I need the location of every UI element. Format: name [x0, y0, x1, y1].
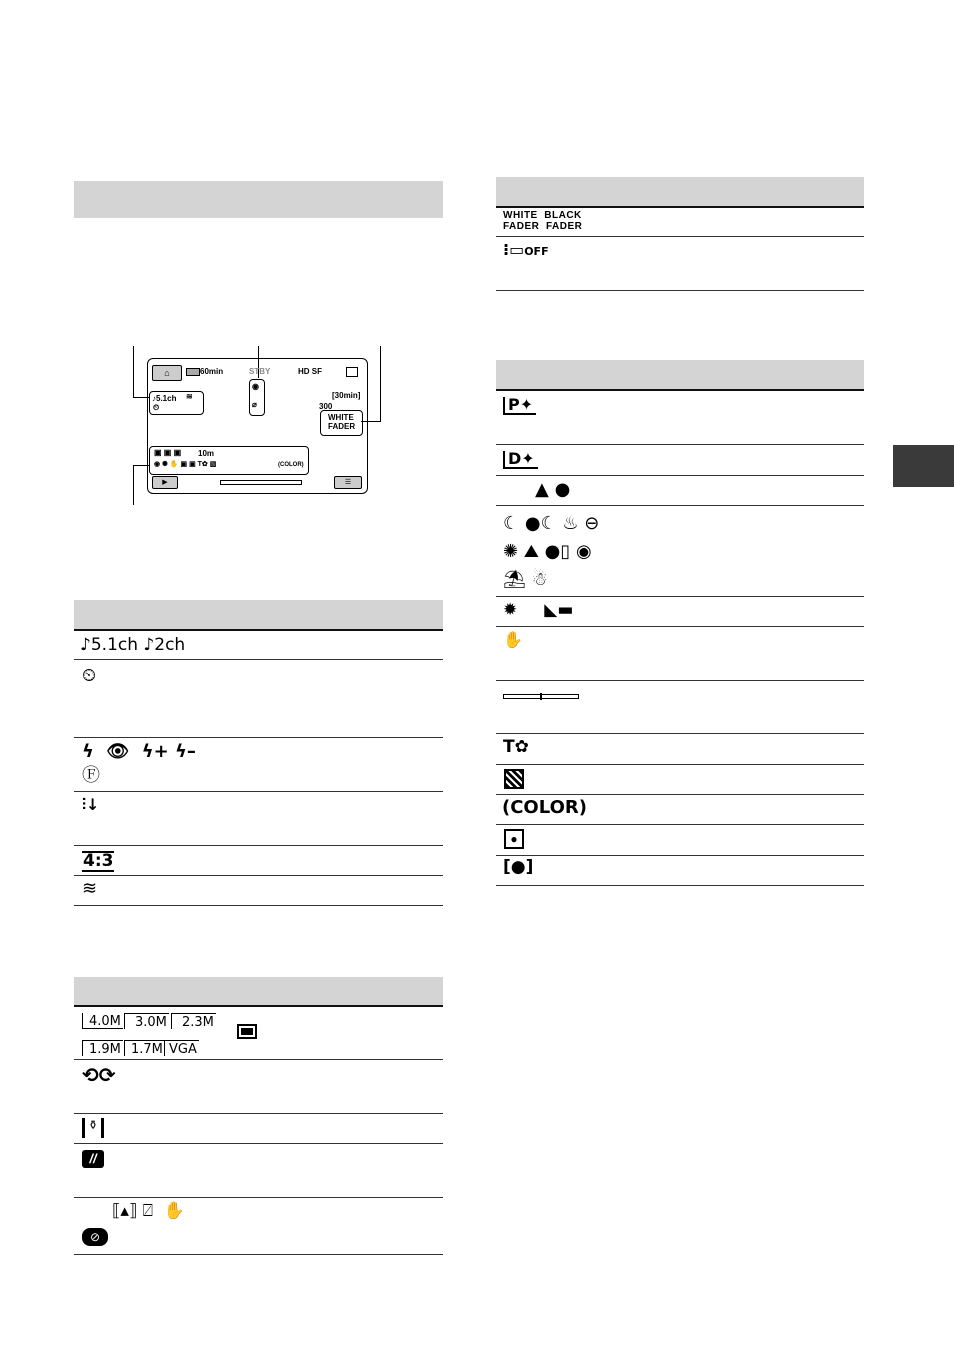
- rule: [74, 1197, 443, 1198]
- shot-icon: ◉: [252, 382, 259, 391]
- image-size-icon: 4.0M: [82, 1013, 123, 1029]
- rule: [496, 475, 864, 476]
- color-slow-shutter-icon: (COLOR): [502, 797, 587, 818]
- wireless-remote-icon: ≋: [82, 878, 98, 899]
- rule: [496, 596, 864, 597]
- rule: [496, 764, 864, 765]
- picture-effect-icon: P✦: [503, 397, 536, 415]
- audio-mode: ♪5.1ch: [152, 394, 177, 403]
- play-button[interactable]: ▶: [152, 476, 178, 489]
- memory-stick-icon: //: [82, 1150, 104, 1168]
- tele-macro-icon: T✿: [503, 737, 529, 757]
- rule: [74, 1059, 443, 1060]
- table-header-bar: [496, 360, 864, 389]
- fader-label: FADER FADER: [503, 221, 583, 232]
- steadyshot-off-icon: ✋: [503, 630, 523, 649]
- battery-remaining: 60min: [200, 367, 224, 376]
- no-stabilizer-icon: ⌀: [252, 400, 257, 409]
- rule: [496, 290, 864, 291]
- wide-select-icon: 4:3: [83, 851, 114, 871]
- rule: [496, 855, 864, 856]
- face-detection-icon: ●: [504, 829, 524, 849]
- scene-selection-icons: ⛱ ☃: [503, 569, 548, 590]
- battery-icon: [186, 368, 200, 376]
- rule: [496, 505, 864, 506]
- remaining-time: [30min]: [332, 391, 361, 400]
- rule: [496, 206, 864, 208]
- home-button[interactable]: ⌂: [152, 365, 182, 381]
- rule: [496, 824, 864, 825]
- table-header-bar: [496, 177, 864, 206]
- recording-prohibited-icon: ⊘: [82, 1228, 108, 1246]
- image-size-icon: 2.3M: [171, 1013, 216, 1029]
- self-timer-icon: ⏲: [82, 665, 97, 686]
- mic-level-low-icon: ⫶↓: [82, 795, 100, 814]
- fader-line1: WHITE: [328, 413, 354, 422]
- face-icon: ▣ ▣ ▣: [154, 448, 182, 457]
- option-button[interactable]: ☰: [334, 476, 362, 489]
- media-icon: [346, 367, 358, 377]
- fader-line2: FADER: [328, 422, 356, 431]
- smile-shutter-icon: [●]: [503, 857, 534, 877]
- rule: [74, 1113, 443, 1114]
- rule: [74, 791, 443, 792]
- callout-line: [133, 465, 134, 505]
- exposure-slider[interactable]: [220, 480, 302, 485]
- rule: [74, 737, 443, 738]
- rule: [74, 1143, 443, 1144]
- image-size-icon: VGA: [164, 1040, 199, 1056]
- backlight-off-icon: ⁝▭OFF: [503, 240, 549, 259]
- rule: [496, 236, 864, 237]
- callout-line: [380, 346, 381, 422]
- self-timer-icon: ⏲: [153, 403, 160, 412]
- rule: [74, 629, 443, 631]
- repeat-icon: ⟲⟳: [82, 1063, 116, 1087]
- wireless-icon: ≋: [186, 392, 193, 401]
- rule: [496, 389, 864, 391]
- recording-status: STBY: [249, 367, 271, 376]
- rule: [496, 680, 864, 681]
- rule: [496, 733, 864, 734]
- color-slow-shutter: (COLOR): [278, 462, 304, 468]
- table-header-bar: [74, 977, 443, 1005]
- frame-icon: [237, 1024, 257, 1039]
- flash-icons: ϟ 👁 ϟ+ ϟ–: [82, 741, 196, 762]
- rule: [74, 845, 443, 846]
- rule: [496, 885, 864, 886]
- callout-line: [133, 346, 134, 398]
- lcd-screen-diagram: [147, 358, 368, 494]
- rule: [496, 626, 864, 627]
- photo-count: 300: [319, 402, 333, 411]
- image-size-icon: 1.7M: [124, 1040, 165, 1056]
- rule: [496, 794, 864, 795]
- warning-icons: ⟦▴⟧ ⍁ ✋: [112, 1201, 185, 1221]
- rule: [74, 875, 443, 876]
- section-header-bar: [74, 181, 443, 218]
- exposure-bar-marker: [540, 693, 542, 700]
- low-lux-icon: ⚱: [82, 1118, 104, 1138]
- rule: [74, 905, 443, 906]
- rule: [74, 1005, 443, 1007]
- landscape-portrait-icons: ▲ ●: [535, 479, 571, 500]
- audio-mode-icon: ♪5.1ch ♪2ch: [80, 635, 186, 655]
- scene-selection-icons: ☾ ●☾ ♨ ⊖: [503, 513, 600, 534]
- rule: [74, 1254, 443, 1255]
- hd-quality: HD SF: [298, 367, 322, 376]
- digital-effect-icon: D✦: [503, 451, 538, 469]
- scene-icons: ◉ ✺ ✋ ▣ ▣ T✿ ▧: [154, 461, 217, 468]
- table-header-bar: [74, 600, 443, 629]
- white-balance-icons: ✹ ◣▬: [503, 600, 574, 620]
- rule: [496, 444, 864, 445]
- fader-label: WHITE BLACK: [503, 210, 582, 221]
- scene-selection-icons: ✺ ⛰ ●▯ ◉: [503, 541, 592, 562]
- image-size-icon: 3.0M: [124, 1013, 169, 1029]
- zebra-icon: [504, 769, 524, 789]
- flash-off-icon: Ⓕ: [82, 765, 100, 786]
- timer-value: 10m: [198, 449, 215, 458]
- side-index-tab: [893, 445, 954, 487]
- image-size-icon: 1.9M: [82, 1040, 123, 1056]
- rule: [74, 659, 443, 660]
